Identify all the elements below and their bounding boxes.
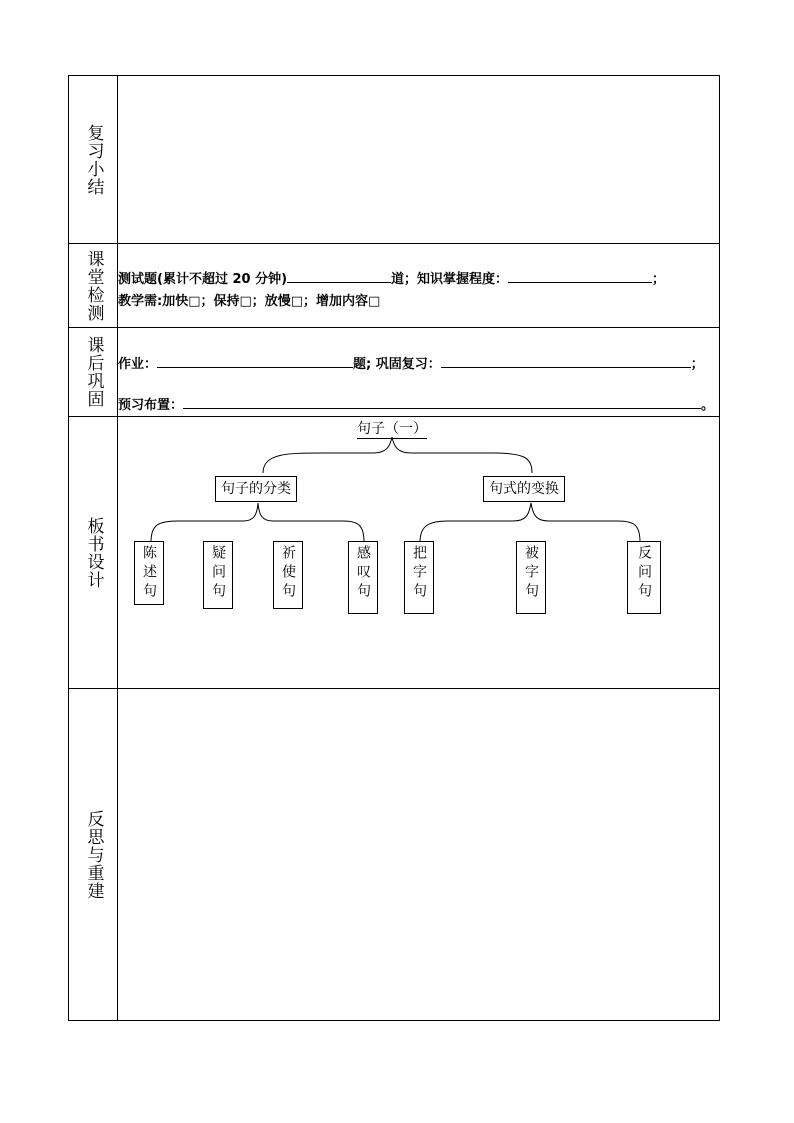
class-test-label-cell [69,244,118,327]
reflection-label-cell [69,689,118,1020]
homework-line-end: ； [690,357,704,372]
review-blank[interactable] [441,355,691,368]
after-class-label: 课后巩固 [83,336,104,408]
preview-line [118,394,714,413]
group-transformation-box: 句式的变换 [483,476,565,502]
board-design-content [118,417,719,688]
sentence-form-box [627,541,661,614]
mastery-prefix: 道；知识掌握程度： [391,272,509,287]
preview-prefix: 预习布置： [118,398,184,413]
review-summary-label: 复习小结 [83,123,104,196]
reflection-label: 反思与重建 [83,809,104,900]
after-class-content [118,328,719,416]
preview-line-end: 。 [701,398,715,413]
lesson-plan-table [68,75,722,1021]
mastery-blank[interactable] [508,270,652,283]
review-prefix: 题; 巩固复习： [353,357,441,372]
sentence-form-label: 反问句 [636,545,652,602]
test-count-prefix: 测试题(累计不超过 20 分钟) [118,272,288,287]
class-test-row [68,243,720,328]
after-class-label-cell [69,328,118,416]
after-class-row [68,327,720,417]
homework-line [118,353,704,372]
homework-blank[interactable] [157,355,353,368]
reflection-row [68,688,720,1021]
sentence-type-box [203,541,233,609]
board-design-label-cell [69,417,118,688]
sentence-type-label: 疑问句 [210,545,226,602]
class-test-content [118,244,719,327]
class-test-line-1 [118,268,665,287]
test-count-blank[interactable] [287,270,391,283]
board-design-row [68,416,720,689]
reflection-content [118,689,719,1020]
sentence-type-label: 感叹句 [355,545,371,602]
review-summary-label-cell [69,76,118,243]
board-title: 句子（一） [357,418,427,439]
review-summary-content [118,76,719,243]
sentence-form-label: 把字句 [411,545,427,602]
sentence-form-label: 被字句 [523,545,539,602]
sentence-type-box [348,541,378,614]
review-summary-row [68,75,720,244]
sentence-type-box [273,541,303,609]
teaching-pace-line: 教学需:加快□；保持□；放慢□；增加内容□ [118,294,381,309]
class-test-label: 课堂检测 [83,249,104,322]
sentence-form-box [404,541,434,614]
preview-blank[interactable] [183,396,701,409]
sentence-type-box [134,541,164,605]
sentence-type-label: 陈述句 [141,545,157,602]
test-line-end: ； [652,272,666,287]
board-design-label: 板书设计 [83,516,104,589]
homework-prefix: 作业： [118,357,158,372]
group-classification-box: 句子的分类 [215,476,297,502]
sentence-type-label: 祈使句 [280,545,296,602]
sentence-form-box [516,541,546,614]
